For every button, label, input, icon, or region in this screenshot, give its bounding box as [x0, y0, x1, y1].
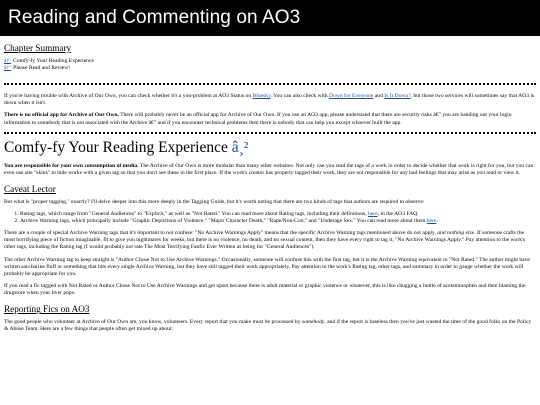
paragraph-text: There are a couple of special Archive Warning tags that it's important to not confuse: "No Archive Warnings Apply" means that the specific Archive Warning tags mentioned above do not apply, [4, 230, 438, 237]
emphasis-text: and nothing else [437, 230, 475, 237]
emphasis-text: somebody [301, 319, 325, 326]
required-tags-list [4, 211, 536, 225]
down-for-everyone-link[interactable]: Down for Everyone [328, 93, 374, 100]
summary-item-label: Please Read and Review! [13, 64, 71, 71]
page-title: Reading and Commenting on AO3 [8, 6, 301, 28]
summary-item-label: Comfy-fy Your Reading Experience [13, 57, 94, 64]
bluesky-link[interactable]: Bluesky [252, 93, 271, 100]
section-divider [4, 132, 536, 134]
archive-warnings-link[interactable]: here [426, 217, 437, 224]
reporting-paragraph [4, 319, 536, 333]
not-rated-paragraph: If you read a fic tagged with Not Rated or Author Chose Not to Use Archive Warnings and get upset because there is adult material or graphic violence or whatever, this is like chugging a bottle of acetaminophen and then blaming the drugstore when your liver pops. [4, 283, 526, 297]
list-item-text: , in the AO3 FAQ. [377, 210, 419, 217]
paragraph-text: , and if the report is baseless then you've just wasted the time of the good folks on the Policy & Abuse Team. Here are a few things that people often get mixed up about: [4, 319, 532, 333]
status-paragraph [4, 93, 536, 107]
special-warnings-paragraph [4, 230, 536, 251]
chapter-summary-list [4, 58, 536, 72]
section-divider [4, 83, 536, 85]
reporting-heading: Reporting Fics on AO3 [4, 304, 90, 315]
heading-anchor-link[interactable]: â¸² [231, 138, 249, 156]
app-warning-bold: There is no official app for Archive of Our Own. [4, 112, 119, 119]
caveat-heading: Caveat Lector [4, 183, 56, 194]
page-header [0, 0, 540, 36]
paragraph-text: If you're having trouble with Archive of Our Own, you can check whether it's a you-problem at AO3 Status on [4, 93, 253, 100]
summary-item [4, 58, 536, 65]
rating-tags-link[interactable]: here [368, 210, 378, 217]
summary-anchor-link[interactable]: â†’ [4, 64, 12, 71]
paragraph-text: and [373, 93, 385, 100]
is-it-down-link[interactable]: Is It Down? [384, 93, 411, 100]
list-item [20, 218, 536, 225]
chapter-content [0, 43, 540, 333]
list-item-text: . [436, 217, 438, 224]
chose-not-to-warn-paragraph: The other Archive Warning tag to keep straight is "Author Chose Not to Use Archive Warnings." Occasionally, someone will confuse this with the first tag, but it is the Archive Warning equivalent to "Not Rated." The author might have written saccharine fluff or something that hits every single Archive Warning, but they have still tagged their work appropriately. Pay attention to the work's Rating tag, other tags, and summary in order to gauge whether the work will probably be appropriate for you. [4, 256, 530, 277]
comfy-heading-text: Comfy-fy Your Reading Experience [4, 138, 228, 156]
list-item [20, 211, 536, 218]
summary-item [4, 65, 536, 72]
responsibility-paragraph [4, 163, 536, 177]
list-item-text: Rating tags, which range from "General Audiences" to "Explicit," as well as "Not Rated." You can read more about Rating tags, including their definitions, [20, 210, 369, 217]
paragraph-text: , but those two services will sometimes say that AO3 is down when it isn't. [4, 93, 535, 107]
comfy-heading [4, 138, 536, 158]
paragraph-text: The good people who volunteer at Archive of Our Own are, you know, volunteers. Every report that you make must be processed by [4, 319, 302, 326]
summary-anchor-link[interactable]: â†’ [4, 57, 12, 64]
app-warning-paragraph [4, 112, 536, 126]
chapter-summary-heading: Chapter Summary [4, 43, 72, 53]
caveat-intro: But what is "proper tagging," exactly? I'll delve deeper into this more deeply in the Tagging Guide, but it's worth noting that there are two kinds of tags that authors are required to observe: [4, 198, 425, 205]
list-item-text: Archive Warning tags, which principally include "Graphic Depictions of Violence," "Major Character Death," "Rape/Non-Con," and "Underage Sex." You can read more about them [20, 217, 427, 224]
paragraph-text: . You can also check with [270, 93, 329, 100]
paragraph-text: The Archive of Our Own is more modular than many other websites: Not only can you read the tags of a work in order to decide whether that work is right for you, but you can even use site "skins" to hide works with a given tag so that you don't see these in the first place. If the work's creator has properly tagged their work, they are not responsible for any bad feelings that may arise as you read or view it. [4, 162, 534, 176]
paragraph-text: . If someone crafts the most horrifying piece of fiction imaginable, fit to give you nightmares for weeks, but there is no violence, no death, and no sexual content, then they have every right to tag it, "No Archive Warnings Apply." Pay attention to the work's other tags, including the Rating tag (I would probably not rate The Most Terrifying Fanfic Ever Written as being for "General Audiences"). [4, 230, 526, 251]
paragraph-text: There will probably never be an official app for Archive of Our Own. If you use an AO3 app, please understand that there are security risks â€” you are handing out your login information to somebody that is not associated with the Archive â€” and if you encounter technical problems then there is nobody that can help you except whoever built the app. [4, 112, 512, 126]
responsibility-bold: You are responsible for your own consumption of media. [4, 162, 139, 169]
